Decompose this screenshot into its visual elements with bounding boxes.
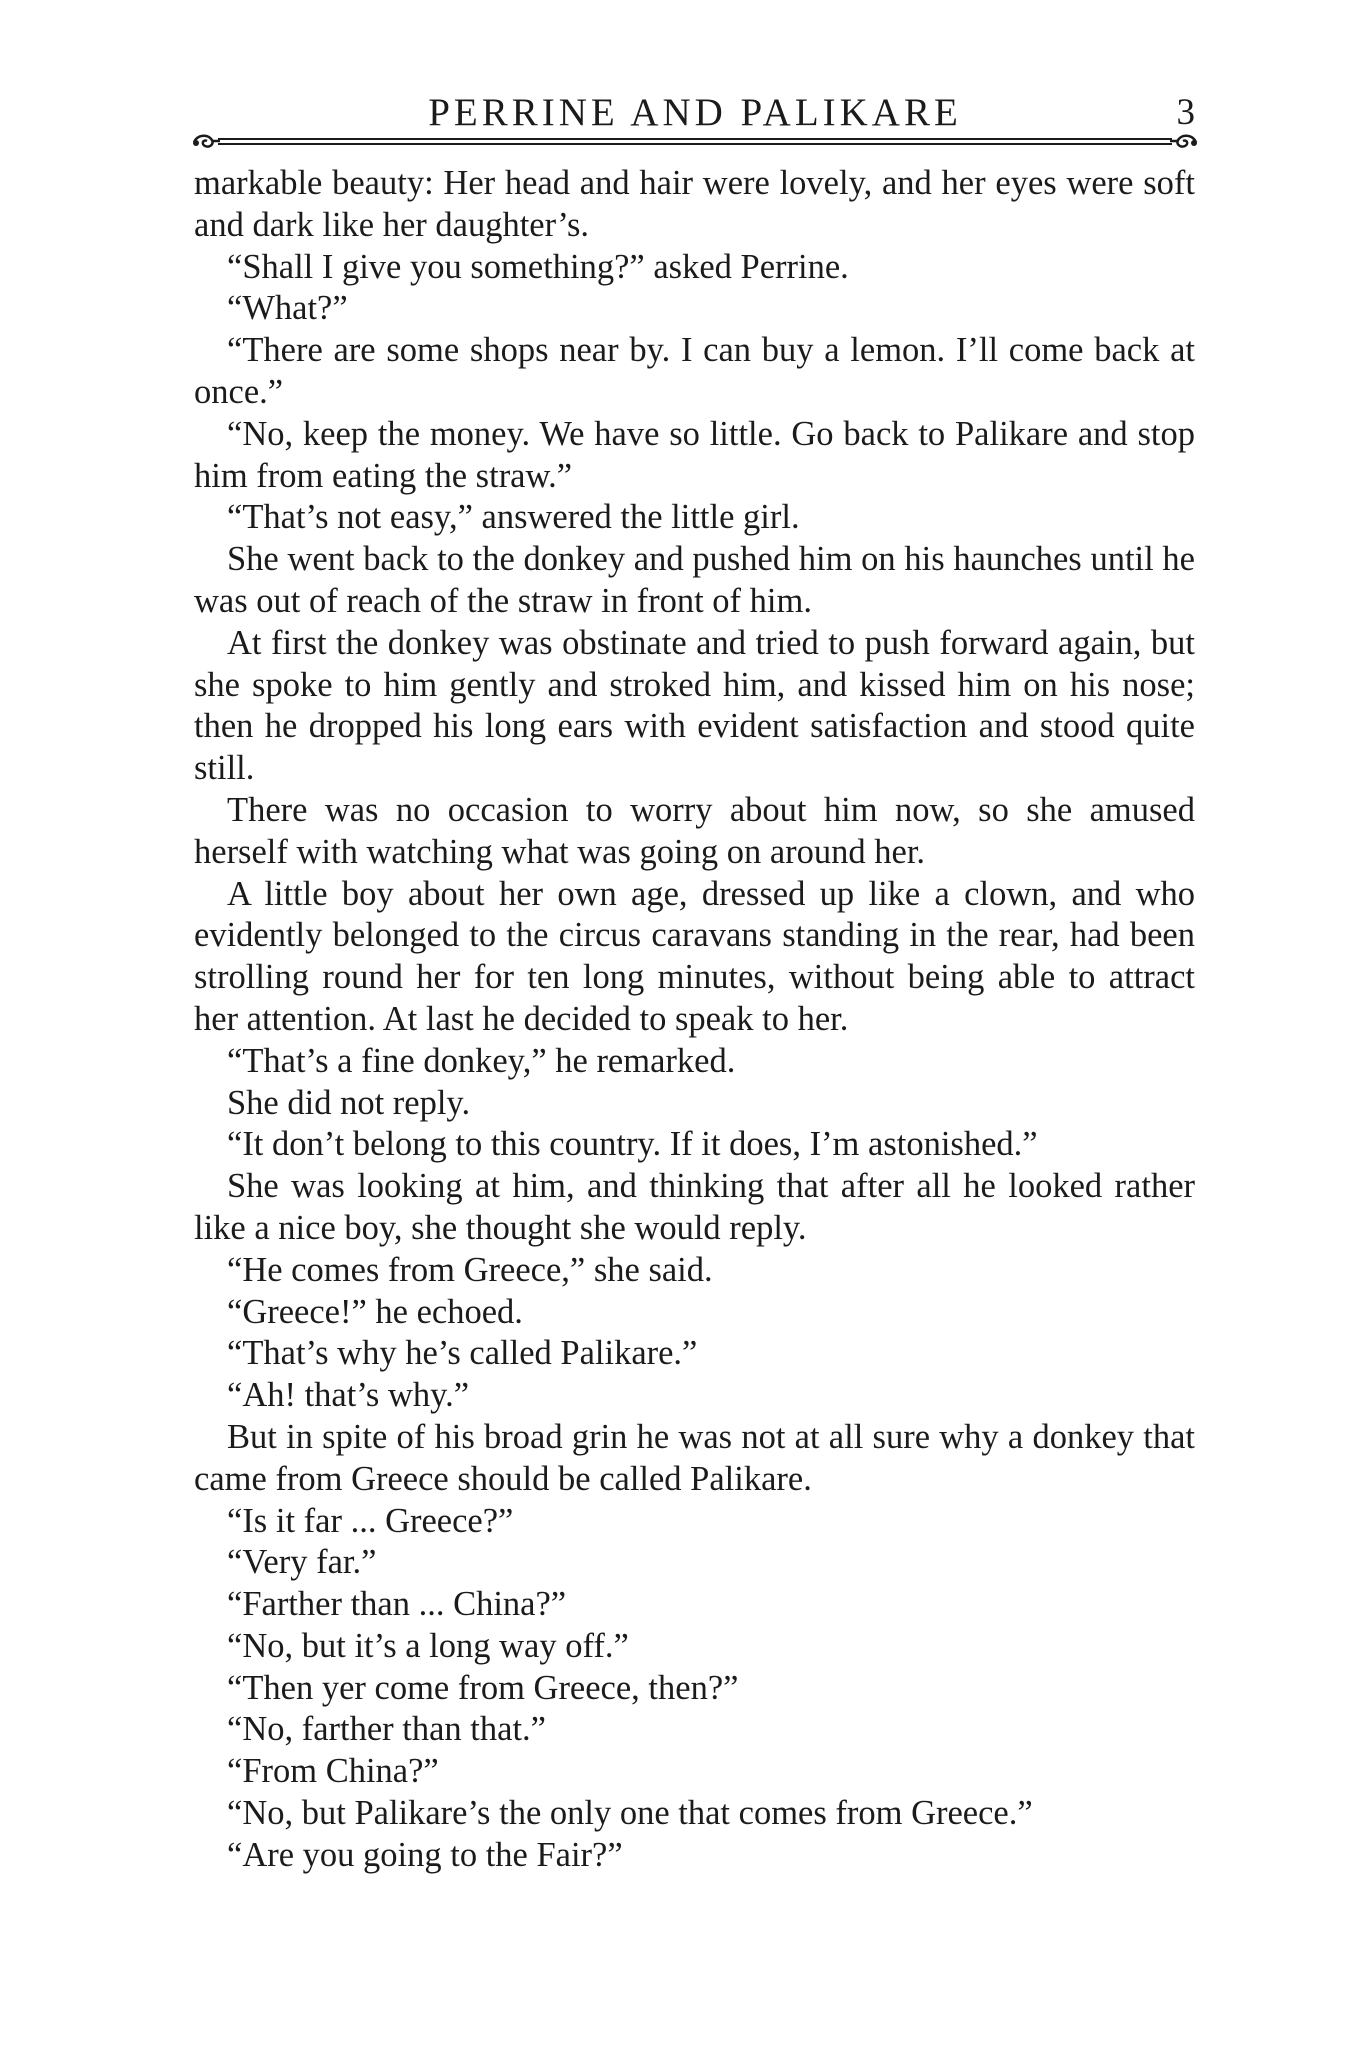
paragraph: markable beauty: Her head and hair were lovely, and her eyes were soft and dark like her daughter’s. bbox=[194, 164, 1195, 244]
paragraph: “What?” bbox=[227, 289, 348, 328]
paragraph: She did not reply. bbox=[227, 1083, 471, 1122]
paragraph: At first the donkey was obstinate and tried to push forward again, but she spoke to him gently and stroked him, and kissed him on his nose; then he dropped his long ears with evident satisfaction and stood quite still. bbox=[194, 623, 1195, 788]
paragraph: She went back to the donkey and pushed him on his haunches until he was out of reach of the straw in front of him. bbox=[194, 540, 1195, 620]
paragraph: There was no occasion to worry about him now, so she amused herself with watching what was going on around her. bbox=[194, 790, 1195, 871]
paragraph: “That’s not easy,” answered the little girl. bbox=[227, 498, 800, 537]
paragraph: “Very far.” bbox=[227, 1543, 377, 1582]
body-text bbox=[194, 163, 1195, 1877]
paragraph: “Are you going to the Fair?” bbox=[227, 1835, 623, 1874]
paragraph: “It don’t belong to this country. If it does, I’m astonished.” bbox=[227, 1125, 1038, 1164]
paragraph: “No, but it’s a long way off.” bbox=[227, 1626, 629, 1665]
paragraph: “Is it far ... Greece?” bbox=[227, 1501, 514, 1540]
paragraph: “From China?” bbox=[227, 1752, 439, 1791]
paragraph: “No, farther than that.” bbox=[227, 1710, 546, 1749]
page-number: 3 bbox=[1176, 92, 1195, 133]
paragraph: “Ah! that’s why.” bbox=[227, 1376, 470, 1415]
paragraph: A little boy about her own age, dressed up like a clown, and who evidently belonged to the circus caravans standing in the rear, had been strolling round her for ten long minutes, without being able to attract her attention. At last he decided to speak to her. bbox=[194, 874, 1195, 1038]
paragraph: “That’s a fine donkey,” he remarked. bbox=[227, 1041, 736, 1080]
paragraph: “Greece!” he echoed. bbox=[227, 1292, 523, 1331]
paragraph: “He comes from Greece,” she said. bbox=[227, 1250, 713, 1289]
paragraph: “Farther than ... China?” bbox=[227, 1585, 567, 1624]
paragraph: She was looking at him, and thinking that after all he looked rather like a nice boy, she thought she would reply. bbox=[194, 1167, 1195, 1247]
paragraph: “That’s why he’s called Palikare.” bbox=[227, 1334, 698, 1373]
running-title: PERRINE AND PALIKARE bbox=[428, 91, 962, 134]
paragraph: “Then yer come from Greece, then?” bbox=[227, 1668, 739, 1707]
paragraph: “No, keep the money. We have so little. Go back to Palikare and stop him from eating the straw.” bbox=[194, 414, 1195, 495]
running-head bbox=[195, 88, 1195, 138]
scroll-rule-ornament-icon bbox=[190, 133, 1200, 151]
paragraph: “No, but Palikare’s the only one that comes from Greece.” bbox=[227, 1794, 1033, 1833]
paragraph: “There are some shops near by. I can buy a lemon. I’ll come back at once.” bbox=[194, 331, 1195, 411]
paragraph: But in spite of his broad grin he was not at all sure why a donkey that came from Greece should be called Palikare. bbox=[194, 1417, 1195, 1498]
paragraph: “Shall I give you something?” asked Perrine. bbox=[227, 247, 849, 286]
